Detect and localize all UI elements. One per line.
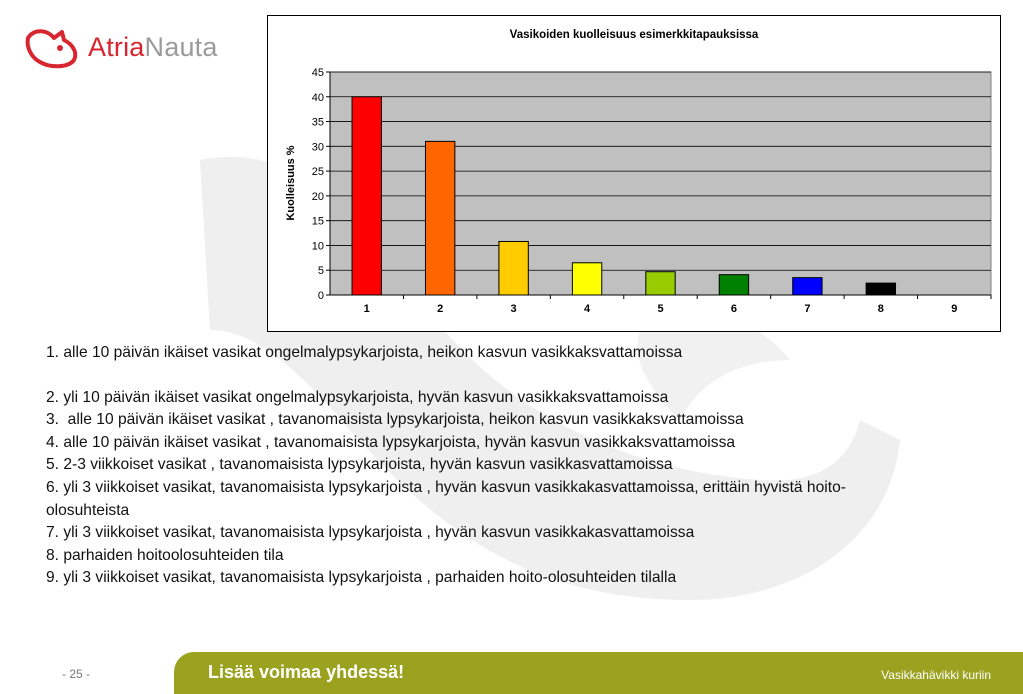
x-tick-label-4: 4 [583,303,591,315]
case-description-1: 1. alle 10 päivän ikäiset vasikat ongelmalypsykarjoista, heikon kasvun vasikkaksvattamoissa [46,344,683,361]
x-tick-label-7: 7 [804,303,811,315]
y-tick-label-10: 10 [311,240,324,253]
chart-plot-area [312,67,991,315]
logo-text [88,32,218,63]
logo-brand-atria: Atria [88,32,145,62]
bar-6 [719,275,748,295]
x-tick-label-3: 3 [510,303,517,315]
mortality-bar-chart [268,16,1000,331]
case-description-7: 7. yli 3 viikkoiset vasikat, tavanomaisista lypsykarjoista , hyvän kasvun vasikkakasvattamoissa [46,524,695,542]
y-tick-label-0: 0 [317,290,324,302]
chart-y-axis-label: Kuolleisuus % [285,145,297,221]
footer-presentation-title: Vasikkahävikki kuriin [881,668,991,682]
page-number: - 25 - [62,667,91,681]
case-description-3: 3. alle 10 päivän ikäiset vasikat , tavanomaisista lypsykarjoista, heikon kasvun vasikkaksvattamoissa [46,411,744,429]
y-tick-label-15: 15 [311,215,324,228]
case-description-2: 2. yli 10 päivän ikäiset vasikat ongelmalypsykarjoista, hyvän kasvun vasikkaksvattamoissa [46,388,669,406]
case-description-4: 4. alle 10 päivän ikäiset vasikat , tavanomaisista lypsykarjoista, hyvän kasvun vasikkaksvattamoissa [46,433,736,451]
x-tick-label-6: 6 [730,303,738,315]
chart-title: Vasikoiden kuolleisuus esimerkkitapauksissa [509,29,759,41]
case-description-9: 9. yli 3 viikkoiset vasikat, tavanomaisista lypsykarjoista , parhaiden hoito-olosuhteiden tilalla [46,569,677,587]
case-description-list [46,342,926,590]
case-description-5: 5. 2-3 viikkoiset vasikat , tavanomaisista lypsykarjoista, hyvän kasvun vasikkasvattamoissa [46,456,673,474]
chart-panel [267,15,1001,332]
x-tick-label-9: 9 [951,303,958,315]
y-tick-label-20: 20 [311,190,324,203]
bar-7 [793,278,822,295]
bar-5 [646,272,675,295]
x-tick-label-1: 1 [363,303,370,315]
footer-slogan: Lisää voimaa yhdessä! [208,662,405,682]
y-tick-label-45: 45 [311,67,324,79]
y-tick-label-5: 5 [317,265,324,278]
y-tick-label-35: 35 [311,116,324,129]
bar-4 [572,263,601,295]
x-tick-label-5: 5 [657,303,664,315]
x-tick-label-2: 2 [437,303,444,315]
x-tick-label-8: 8 [877,303,884,315]
bar-3 [499,241,528,295]
case-description-8: 8. parhaiden hoitoolosuhteiden tila [46,546,284,564]
y-tick-label-30: 30 [311,141,324,154]
y-tick-label-40: 40 [311,91,324,104]
case-description-6: 6. yli 3 viikkoiset vasikat, tavanomaisista lypsykarjoista , hyvän kasvun vasikkakasvattamoissa, erittäin hyvistä hoito-olosuhteista [46,478,846,519]
list-spacer [46,365,926,387]
y-tick-label-25: 25 [311,166,324,179]
bar-8 [866,283,895,295]
logo-brand-nauta: Nauta [144,32,218,62]
bar-1 [352,97,381,295]
bar-2 [425,141,454,295]
